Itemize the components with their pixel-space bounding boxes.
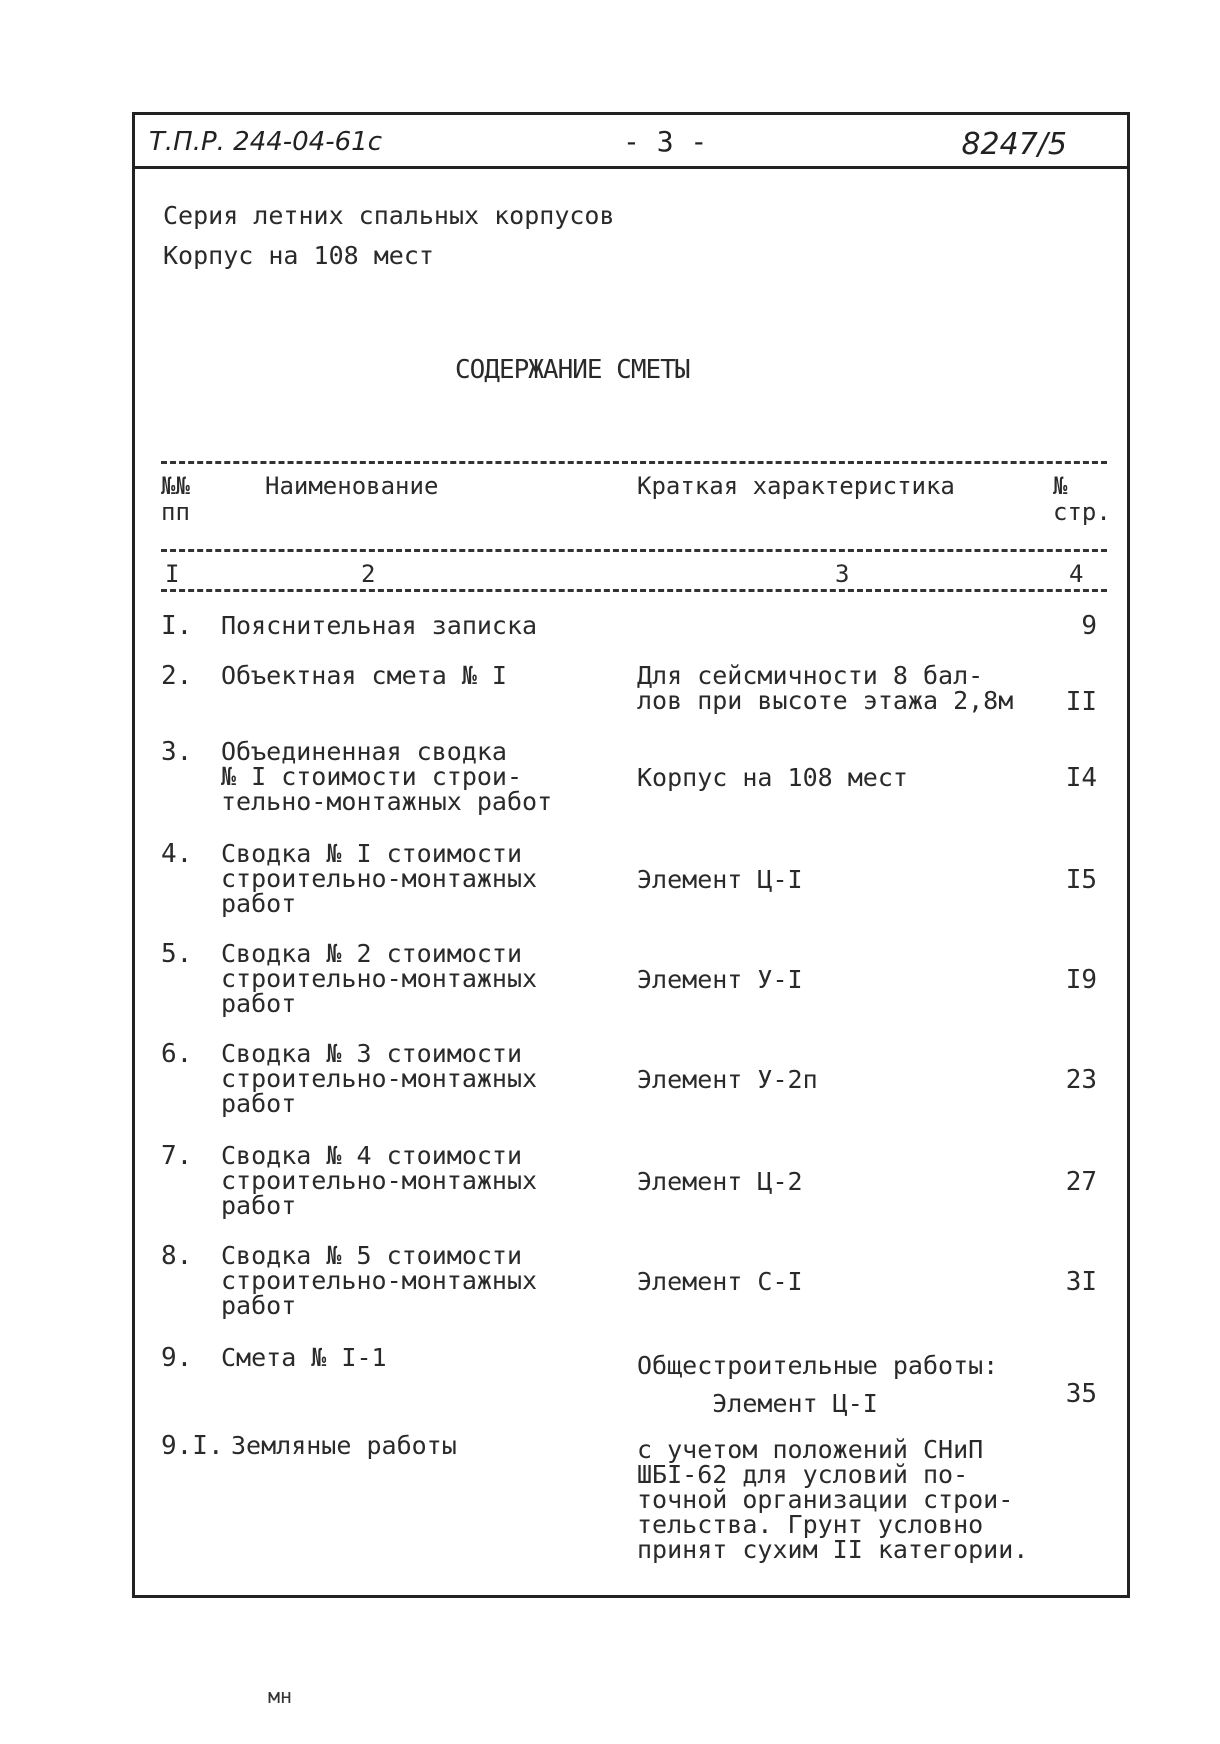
row-page: I4 xyxy=(1065,763,1097,793)
column-number-3: 3 xyxy=(835,560,850,588)
row-description: Элемент Ц-2 xyxy=(637,1167,803,1196)
column-numbers-rule xyxy=(161,589,1107,592)
row-page: 23 xyxy=(1065,1065,1097,1095)
row-page: 3I xyxy=(1065,1267,1097,1297)
row-number: 3. xyxy=(161,737,193,767)
row-description: Элемент У-2п xyxy=(637,1065,818,1094)
footer-mark: мн xyxy=(268,1684,293,1708)
row-number: 4. xyxy=(161,839,193,869)
row-name: Пояснительная записка xyxy=(221,611,538,640)
archive-number: 8247/5 xyxy=(961,127,1067,162)
header-bottom-rule xyxy=(161,549,1107,552)
row-name: Смета № I-1 xyxy=(221,1343,387,1372)
row-name: Объединенная сводка № I стоимости строи- тельно-монтажных работ xyxy=(221,737,553,816)
row-number: 6. xyxy=(161,1039,193,1069)
series-subtitle: Серия летних спальных корпусов xyxy=(163,201,615,230)
table-top-rule xyxy=(161,461,1107,464)
row-description: Общестроительные работы: Элемент Ц-I xyxy=(637,1351,999,1418)
row-number: 9.I. xyxy=(161,1431,224,1461)
column-number-1: I xyxy=(165,560,180,588)
row-number: 2. xyxy=(161,661,193,691)
document-code: Т.П.Р. 244-04-61с xyxy=(149,127,383,157)
building-subtitle: Корпус на 108 мест xyxy=(163,241,434,270)
row-page: I5 xyxy=(1065,865,1097,895)
row-name: Сводка № 2 стоимости строительно-монтажных работ xyxy=(221,939,538,1018)
document-frame xyxy=(132,112,1130,1598)
page-number: - 3 - xyxy=(623,125,708,158)
row-name: Земляные работы xyxy=(231,1431,457,1460)
row-number: 7. xyxy=(161,1141,193,1171)
row-name: Сводка № 3 стоимости строительно-монтажных работ xyxy=(221,1039,538,1118)
row-page: II xyxy=(1065,687,1097,717)
column-number-4: 4 xyxy=(1069,560,1084,588)
row-page: I9 xyxy=(1065,965,1097,995)
row-number: 5. xyxy=(161,939,193,969)
row-name: Сводка № 5 стоимости строительно-монтажных работ xyxy=(221,1241,538,1320)
row-description: Элемент С-I xyxy=(637,1267,803,1296)
row-page: 27 xyxy=(1065,1167,1097,1197)
header-page: № стр. xyxy=(1053,472,1111,526)
header-strip xyxy=(135,115,1127,169)
row-page: 35 xyxy=(1065,1379,1097,1409)
row-description: Для сейсмичности 8 бал- лов при высоте этажа 2,8м xyxy=(637,661,1014,715)
row-description: Корпус на 108 мест xyxy=(637,763,908,792)
document-title: СОДЕРЖАНИЕ СМЕТЫ xyxy=(455,355,690,385)
column-number-2: 2 xyxy=(361,560,376,588)
header-name: Наименование xyxy=(265,472,439,500)
row-number: I. xyxy=(161,611,193,641)
row-description: Элемент У-I xyxy=(637,965,803,994)
row-description: с учетом положений СНиП ШБI-62 для условий по- точной организации строи- тельства. Грунт условно принят сухим II категории. xyxy=(637,1435,1029,1564)
header-description: Краткая характеристика xyxy=(637,472,955,500)
row-page: 9 xyxy=(1081,611,1097,641)
row-name: Сводка № I стоимости строительно-монтажных работ xyxy=(221,839,538,918)
row-number: 9. xyxy=(161,1343,193,1373)
row-name: Сводка № 4 стоимости строительно-монтажных работ xyxy=(221,1141,538,1220)
row-number: 8. xyxy=(161,1241,193,1271)
row-description: Элемент Ц-I xyxy=(637,865,803,894)
header-num: №№ пп xyxy=(161,472,190,526)
row-name: Объектная смета № I xyxy=(221,661,507,690)
